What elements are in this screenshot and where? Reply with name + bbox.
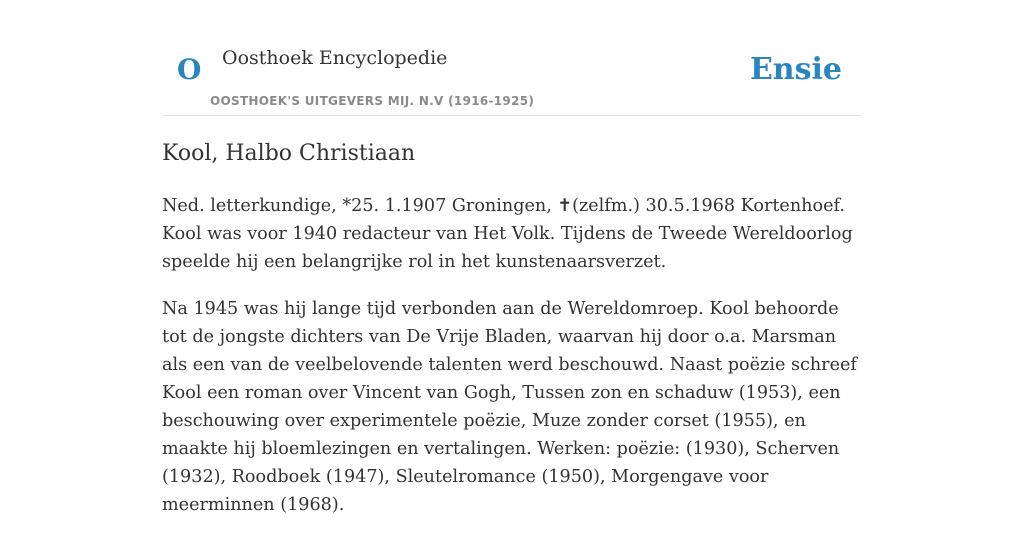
page — [162, 0, 862, 515]
entry-paragraph: Na 1945 was hij lange tijd verbonden aan de Wereldomroep. Kool behoorde tot de jongste dichters van De Vrije Bladen, waarvan hij door o.a. Marsman als een van de veelbelovende talenten werd beschouwd. Naast poëzie schreef Kool een roman over Vincent van Gogh, Tussen zon en schaduw (1953), een beschouwing over experimentele poëzie, Muze zonder corset (1955), en maakte hij bloemlezingen en vertalingen. Werken: poëzie: (1930), Scherven (1932), Roodboek (1947), Sleutelromance (1950), Morgengave voor meerminnen (1968). — [162, 299, 857, 515]
header — [162, 0, 862, 116]
entry-body — [162, 192, 864, 538]
book-title[interactable]: Oosthoek Encyclopedie — [222, 47, 448, 69]
logo-letter: O — [177, 53, 202, 86]
brand-logo-link[interactable]: Ensie — [749, 52, 842, 87]
entry-title: Kool, Halbo Christiaan — [162, 141, 416, 166]
entry-paragraph: Ned. letterkundige, *25. 1.1907 Groningen, ✝(zelfm.) 30.5.1968 Kortenhoef. Kool was voor 1940 redacteur van Het Volk. Tijdens de Tweede Wereldoorlog speelde hij een belangrijke rol in het kunstenaarsverzet. — [162, 196, 853, 272]
book-subtitle: OOSTHOEK'S UITGEVERS MIJ. N.V (1916-1925) — [210, 94, 535, 108]
